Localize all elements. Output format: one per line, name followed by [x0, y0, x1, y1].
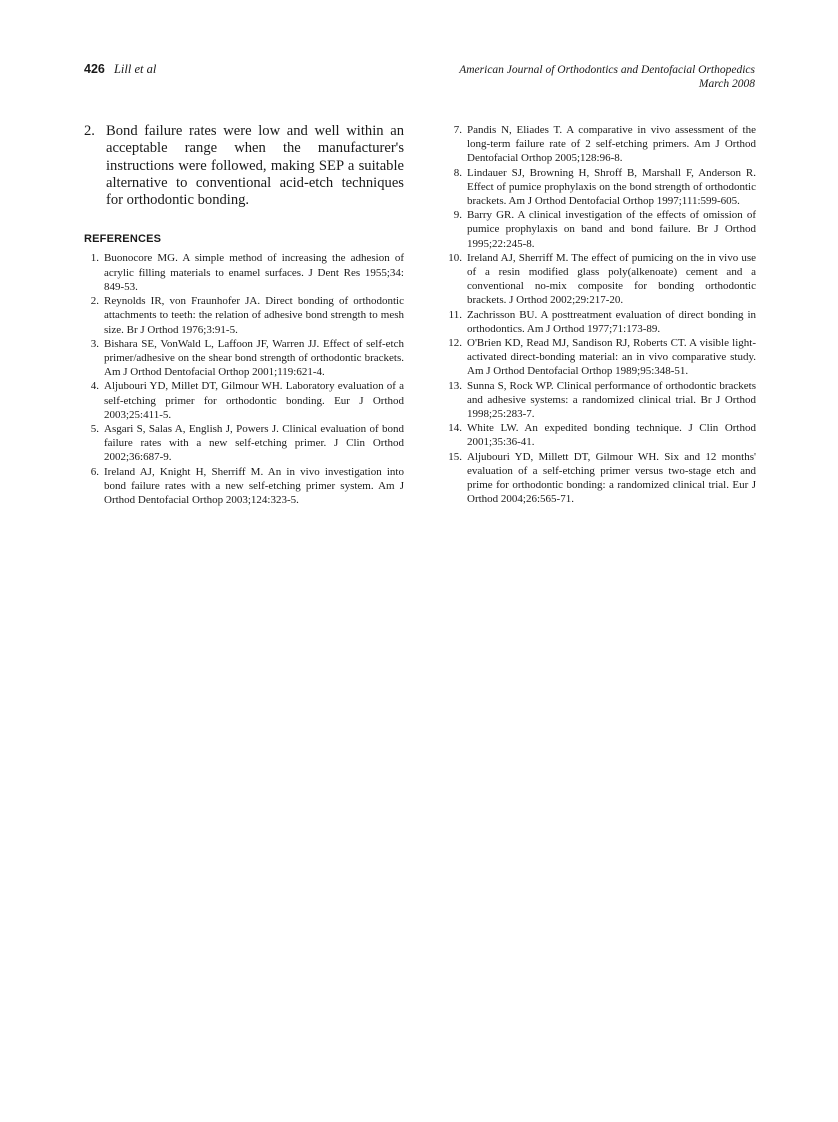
reference-list-left: [84, 251, 404, 507]
reference-number: 8.: [453, 166, 462, 179]
reference-text: Buonocore MG. A simple method of increasing the adhesion of acrylic filling materials to enamel surfaces. J Dent Res 1955;34: 849-53.: [104, 252, 404, 293]
reference-number: 7.: [453, 124, 462, 136]
reference-text: Lindauer SJ, Browning H, Shroff B, Marshall F, Anderson R. Effect of pumice prophylaxis on the bond strength of orthodontic brackets. Am J Orthod Dentofacial Orthop 1997;111:599-605.: [467, 166, 756, 208]
reference-text: Zachrisson BU. A posttreatment evaluation of direct bonding in orthodontics. Am J Orthod 1977;71:173-89.: [467, 308, 756, 335]
reference-number: 10.: [448, 251, 462, 264]
reference-item: [443, 308, 756, 336]
reference-number: 12.: [448, 337, 462, 350]
reference-number: 14.: [448, 422, 462, 435]
left-column: [84, 123, 404, 507]
running-author: Lill et al: [113, 62, 157, 76]
reference-item: [84, 422, 404, 465]
reference-number: 1.: [90, 252, 99, 265]
reference-text: Sunna S, Rock WP. Clinical performance of orthodontic brackets and adhesive systems: a randomized clinical trial. Br J Orthod 1998;25:283-7.: [467, 379, 756, 421]
reference-text: Barry GR. A clinical investigation of the effects of omission of pumice prophylaxis on band and bond failure. Br J Orthod 1995;22:245-8.: [467, 209, 756, 250]
reference-number: 11.: [448, 308, 462, 321]
page-number: 426: [84, 62, 105, 76]
reference-number: 5.: [90, 422, 99, 435]
running-header-right: [459, 63, 755, 91]
reference-item: [443, 208, 756, 251]
reference-item: [443, 379, 756, 422]
reference-text: Bishara SE, VonWald L, Laffoon JF, Warren JJ. Effect of self-etch primer/adhesive on the shear bond strength of orthodontic brackets. Am J Orthod Dentofacial Orthop 2001;119:621-4.: [104, 337, 404, 379]
reference-item: [84, 465, 404, 508]
running-header-left: [84, 62, 156, 77]
reference-text: Ireland AJ, Knight H, Sherriff M. An in vivo investigation into bond failure rates with a new self-etching primer system. Am J Orthod Dentofacial Orthop 2003;124:323-5.: [104, 465, 404, 506]
reference-number: 6.: [90, 465, 99, 478]
reference-number: 4.: [90, 380, 99, 393]
reference-text: O'Brien KD, Read MJ, Sandison RJ, Roberts CT. A visible light-activated direct-bonding material: an in vivo comparative study. Am J Orthod Dentofacial Orthop 1989;95:348-51.: [467, 337, 756, 378]
reference-item: [84, 294, 404, 337]
reference-item: [443, 123, 756, 166]
conclusion-number: 2.: [84, 123, 95, 139]
reference-text: Aljubouri YD, Millet DT, Gilmour WH. Laboratory evaluation of a self-etching primer for orthodontic bonding. Eur J Orthod 2003;25:411-5.: [104, 380, 404, 421]
reference-number: 2.: [90, 295, 99, 308]
conclusion-item: [84, 123, 404, 209]
reference-number: 9.: [453, 209, 462, 222]
reference-item: [443, 166, 756, 209]
reference-text: Aljubouri YD, Millett DT, Gilmour WH. Six and 12 months' evaluation of a self-etching primer versus two-stage etch and prime for orthodontic bonding: a randomized clinical trial. Eur J Orthod 2004;26:565-71.: [467, 450, 756, 506]
reference-item: [443, 336, 756, 379]
references-heading: REFERENCES: [84, 233, 162, 246]
reference-text: Asgari S, Salas A, English J, Powers J. Clinical evaluation of bond failure rates with a new self-etching primer. J Clin Orthod 2002;36:687-9.: [104, 422, 404, 464]
journal-title: American Journal of Orthodontics and Dentofacial Orthopedics: [459, 64, 755, 76]
reference-number: 15.: [448, 450, 462, 463]
conclusion-text: Bond failure rates were low and well within an acceptable range when the manufacturer's instructions were followed, making SEP a suitable alternative to conventional acid-etch techniques for orthodontic bonding.: [106, 123, 404, 209]
reference-number: 13.: [448, 379, 462, 392]
right-column: [443, 123, 756, 506]
reference-number: 3.: [90, 337, 99, 350]
reference-item: [84, 251, 404, 294]
reference-item: [84, 337, 404, 380]
reference-text: Reynolds IR, von Fraunhofer JA. Direct bonding of orthodontic attachments to teeth: the relation of adhesive bond strength to mesh size. Br J Orthod 1976;3:91-5.: [104, 295, 404, 336]
reference-item: [443, 450, 756, 507]
reference-item: [443, 421, 756, 449]
reference-item: [443, 251, 756, 308]
reference-text: Pandis N, Eliades T. A comparative in vivo assessment of the long-term failure rate of 2 self-etching primers. Am J Orthod Dentofacial Orthop 2005;128:96-8.: [467, 124, 756, 165]
reference-item: [84, 379, 404, 422]
reference-list-right: [443, 123, 756, 506]
issue-date: March 2008: [698, 78, 755, 90]
reference-text: White LW. An expedited bonding technique. J Clin Orthod 2001;35:36-41.: [467, 422, 756, 449]
reference-text: Ireland AJ, Sherriff M. The effect of pumicing on the in vivo use of a resin modified glass poly(alkenoate) cement and a conventional no-mix composite for bonding orthodontic brackets. J Orthod 2002;29:217-20.: [467, 251, 756, 307]
